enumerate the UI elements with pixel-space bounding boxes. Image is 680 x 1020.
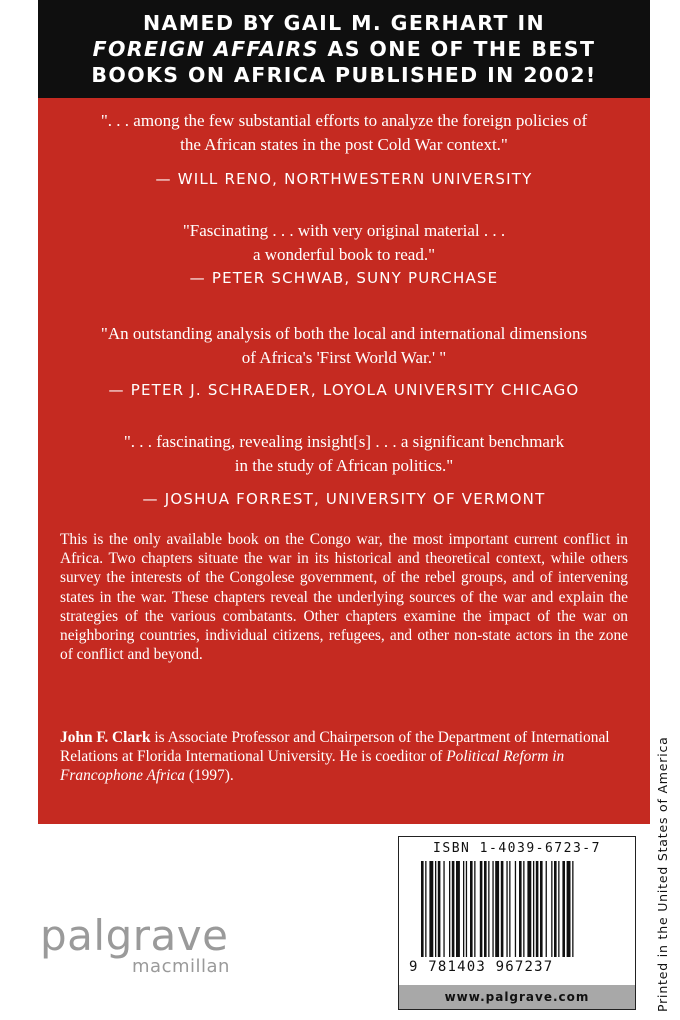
bio-text-1: is Associate Professor and Chairperson of the Department of International Relations at Florida International University. He is coeditor of [60, 729, 610, 766]
quote-line: "An outstanding analysis of both the local and international dimensions [100, 324, 588, 343]
quote-2-attribution: — PETER SCHWAB, SUNY PURCHASE [189, 269, 499, 287]
description-text: This is the only available book on the Congo war, the most important current conflict in Africa. Two chapters situate the war in its historical and theoretical context, while others survey the interests of the Congolese government, of the rebel groups, and of intervening states in the war. These chapters reveal the underlying sources of the war and explain the strategies of the various combatants. Other chapters examine the impact of the war on neighboring countries, individual citizens, refugees, and other non-state actors in the zone of conflict and beyond. [60, 531, 628, 664]
publisher-name: palgrave [40, 911, 229, 960]
award-banner [38, 0, 650, 98]
award-line-3: BOOKS ON AFRICA PUBLISHED IN 2002! [91, 63, 597, 87]
journal-title: FOREIGN AFFAIRS [92, 37, 319, 61]
quote-line: a wonderful book to read." [252, 245, 436, 264]
bio-text-2: (1997). [184, 767, 234, 785]
printed-in-notice: Printed in the United States of America [655, 736, 670, 1012]
author-name: John F. Clark [60, 729, 151, 746]
book-description [60, 530, 628, 664]
publisher-subname: macmillan [132, 956, 230, 977]
quote-1 [38, 109, 650, 157]
award-line-2-rest: AS ONE OF THE BEST [318, 37, 596, 61]
quote-line: in the study of African politics." [234, 456, 454, 475]
isbn-label: ISBN 1-4039-6723-7 [433, 841, 601, 856]
quote-line: ". . . among the few substantial efforts to analyze the foreign policies of [100, 111, 588, 130]
award-line-1: NAMED BY GAIL M. GERHART IN [142, 11, 546, 35]
quote-1-attribution: — WILL RENO, NORTHWESTERN UNIVERSITY [155, 170, 533, 188]
quote-4 [38, 430, 650, 478]
quote-3-attribution: — PETER J. SCHRAEDER, LOYOLA UNIVERSITY CHICAGO [108, 381, 580, 399]
award-line-2 [93, 36, 596, 62]
quote-line: of Africa's 'First World War.' " [241, 348, 447, 367]
barcode-icon [421, 861, 613, 957]
quote-2 [38, 219, 650, 267]
author-bio [60, 728, 628, 786]
barcode-box [398, 836, 636, 1010]
ean-number: 9 781403 967237 [409, 959, 554, 975]
quote-line: ". . . fascinating, revealing insight[s] . . . a significant benchmark [123, 432, 565, 451]
publisher-logo [40, 911, 230, 977]
publisher-website: www.palgrave.com [399, 985, 635, 1009]
coedited-book-title: Political Reform in Francophone Africa [60, 748, 565, 785]
quote-4-attribution: — JOSHUA FORREST, UNIVERSITY OF VERMONT [142, 490, 546, 508]
quote-line: "Fascinating . . . with very original material . . . [182, 221, 506, 240]
red-panel [38, 98, 650, 824]
quote-3 [38, 322, 650, 370]
quote-line: the African states in the post Cold War context." [180, 135, 508, 154]
